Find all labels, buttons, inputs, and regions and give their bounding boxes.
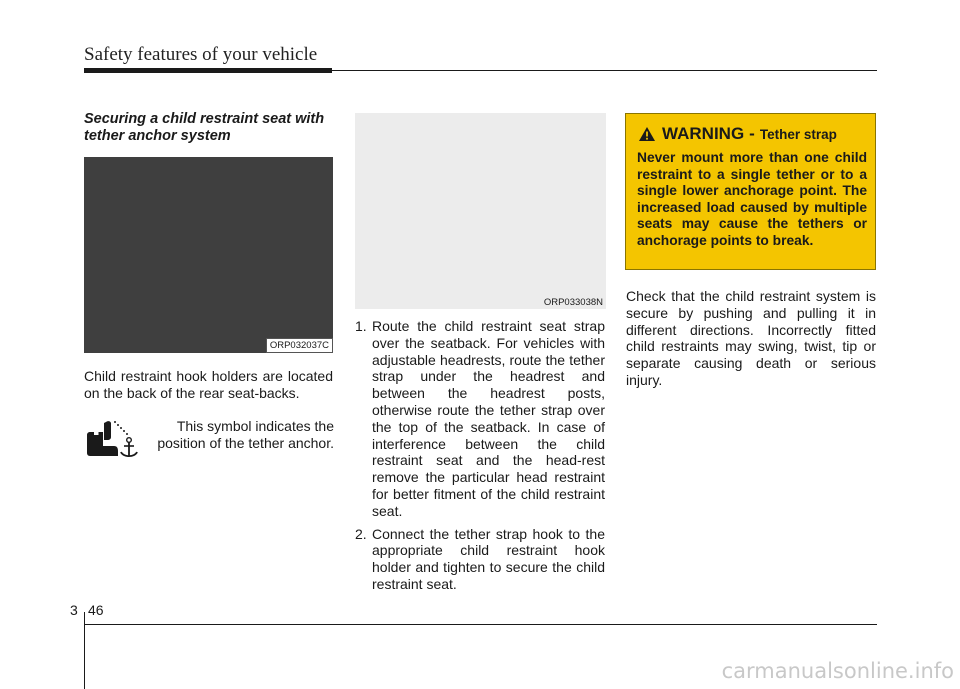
header-rule-thin: [332, 70, 877, 71]
step-number: 1.: [355, 318, 367, 334]
warning-body: Never mount more than one child restraint to a single tether or to a single lower anchorage point. The increased load caused by multiple seats may cause the tethers or anchorage points to break.: [637, 150, 867, 248]
step-item: [355, 318, 605, 520]
figure-label-center: ORP033038N: [543, 297, 603, 308]
step-item: [355, 526, 605, 593]
step-text: Route the child restraint seat strap over the seatback. For vehicles with adjustable headrests, route the tether strap under the headrest and between the headrest posts, otherwise route the tether strap over the top of the seatback. In case of interference between the child restraint seat and the head-rest remove the particular head restraint for better fitment of the child restraint seat.: [372, 318, 605, 519]
figure-label-left: ORP032037C: [266, 338, 333, 353]
intro-paragraph: Child restraint hook holders are located on the back of the rear seat-backs.: [84, 368, 333, 401]
section-heading: Securing a child restraint seat with tether anchor system: [84, 111, 325, 144]
page-header-title: Safety features of your vehicle: [84, 44, 318, 65]
step-number: 2.: [355, 525, 367, 542]
footer-divider: [84, 612, 85, 689]
chapter-number: 3: [70, 602, 78, 618]
warning-dash: -: [749, 124, 755, 143]
tether-anchor-seat-icon: [84, 419, 140, 463]
page-number: 46: [88, 602, 104, 618]
figure-tether-routing: [355, 113, 606, 309]
warning-title-row: [638, 124, 837, 144]
warning-label: WARNING: [662, 124, 745, 143]
warning-subtitle: Tether strap: [759, 127, 837, 142]
warning-box: [625, 113, 876, 270]
figure-child-seat-hook: [84, 157, 333, 353]
instruction-steps: [355, 318, 605, 599]
header-rule-thick: [84, 68, 332, 73]
step-text: Connect the tether strap hook to the appropriate child restraint hook holder and tighten to secure the child restraint seat.: [372, 525, 605, 592]
watermark: carmanualsonline.info: [721, 659, 954, 683]
check-paragraph: Check that the child restraint system is secure by pushing and pulling it in different directions. Incorrectly fitted child restraints may swing, twist, tip or separate causing death or serious injury.: [626, 288, 876, 388]
warning-triangle-icon: [638, 126, 656, 142]
footer-rule: [84, 624, 877, 625]
symbol-note: This symbol indicates the position of the tether anchor.: [157, 418, 334, 451]
